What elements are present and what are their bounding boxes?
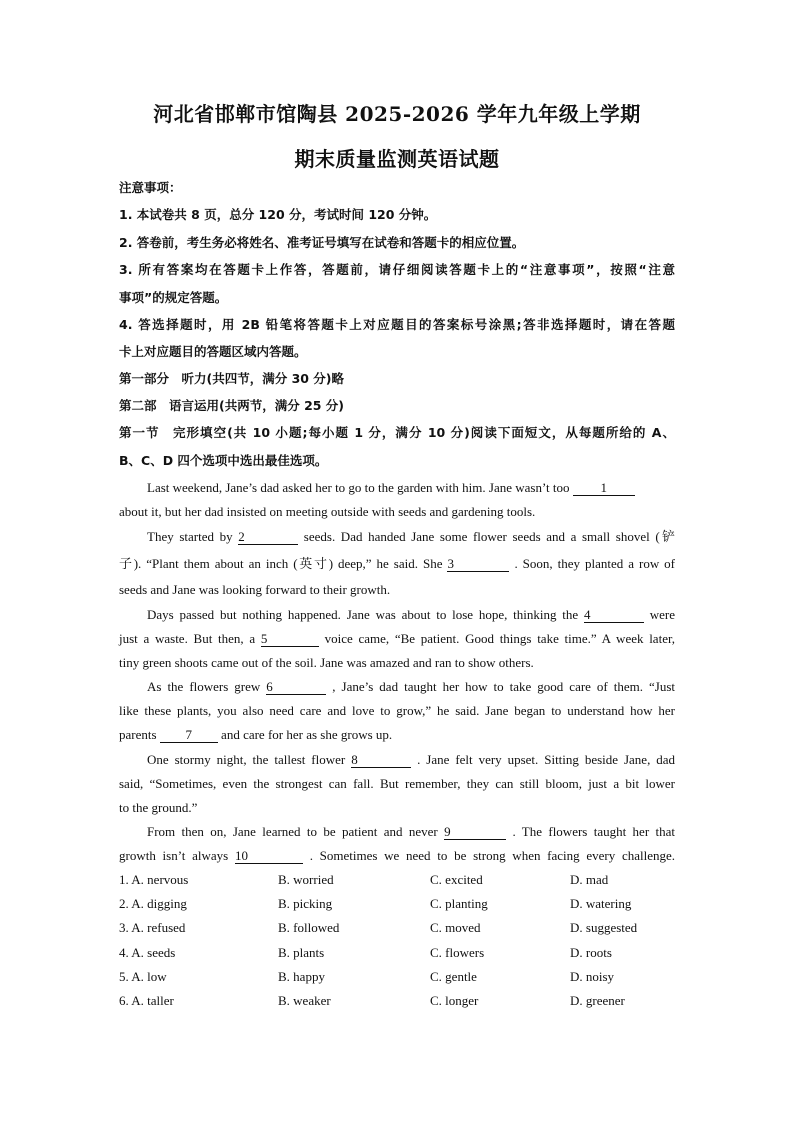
blank-1: 1 — [573, 481, 635, 496]
option-c: C. excited — [430, 872, 483, 887]
passage-text: about it, but her dad insisted on meeting outside with seeds and gardening tools. — [119, 504, 536, 519]
option-a: 6. A. taller — [119, 993, 174, 1008]
option-b: B. plants — [278, 945, 325, 960]
passage-text: Last weekend, Jane’s dad asked her to go to the garden with him. Jane wasn’t too — [147, 480, 570, 495]
option-a: 4. A. seeds — [119, 945, 176, 960]
option-c: C. flowers — [430, 945, 485, 960]
note-3-line2: 事项”的规定答题。 — [119, 290, 228, 305]
passage-text: said, “Sometimes, even the strongest can fall. But remember, they can still bloom, just a bit lower — [119, 776, 675, 791]
blank-2: 2 — [238, 530, 298, 545]
passage-text: to the ground.” — [119, 800, 198, 815]
option-d: D. watering — [570, 896, 632, 911]
passage-text: From then on, Jane learned to be patient and never — [147, 824, 438, 839]
passage-text: . Jane felt very upset. Sitting beside Jane, dad — [417, 752, 676, 767]
blank-3: 3 — [447, 557, 509, 572]
option-b: B. picking — [278, 896, 333, 911]
passage-text: Days passed but nothing happened. Jane was about to lose hope, thinking the — [147, 607, 579, 622]
option-d: D. mad — [570, 872, 609, 887]
option-b: B. followed — [278, 920, 340, 935]
passage-text: like these plants, you also need care and love to grow,” he said. Jane began to understand how her — [119, 703, 675, 718]
passage-text: and care for her as she grows up. — [221, 727, 393, 742]
section1-instruction-line2: B、C、D 四个选项中选出最佳选项。 — [119, 453, 328, 468]
passage-text: . The flowers taught her that — [512, 824, 675, 839]
option-b: B. weaker — [278, 993, 331, 1008]
option-d: D. noisy — [570, 969, 615, 984]
passage-text: . Sometimes we need to be strong when facing every challenge. — [309, 848, 676, 863]
option-c: C. planting — [430, 896, 488, 911]
exam-title-line1: 河北省邯郸市馆陶县 2025-2026 学年九年级上学期 — [153, 102, 641, 126]
note-4-line2: 卡上对应题目的答题区域内答题。 — [119, 344, 307, 359]
section1-instruction-line1: 第一节 完形填空(共 10 小题;每小题 1 分，满分 10 分)阅读下面短文，从每题所给的 A、 — [119, 425, 675, 440]
passage-line — [147, 824, 675, 840]
blank-9: 9 — [444, 825, 506, 840]
blank-5: 5 — [261, 632, 319, 647]
passage-line — [147, 679, 675, 695]
passage-line — [119, 556, 675, 572]
blank-7: 7 — [160, 728, 218, 743]
blank-10: 10 — [235, 849, 303, 864]
blank-8: 8 — [351, 753, 411, 768]
part1-heading: 第一部分 听力(共四节，满分 30 分)略 — [119, 371, 345, 386]
option-c: C. longer — [430, 993, 479, 1008]
passage-text: seeds. Dad handed Jane some flower seeds and a small shovel (铲 — [303, 529, 675, 544]
passage-text: growth isn’t always — [119, 848, 229, 863]
passage-line — [119, 848, 675, 864]
part2-heading: 第二部 语言运用(共两节，满分 25 分) — [119, 398, 345, 413]
passage-text: They started by — [147, 529, 233, 544]
note-1: 1. 本试卷共 8 页，总分 120 分，考试时间 120 分钟。 — [119, 207, 437, 222]
option-d: D. greener — [570, 993, 625, 1008]
passage-text: tiny green shoots came out of the soil. Jane was amazed and ran to show others. — [119, 655, 534, 670]
note-4-line1: 4. 答选择题时，用 2B 铅笔将答题卡上对应题目的答案标号涂黑;答非选择题时，请在答题 — [119, 317, 675, 332]
option-b: B. happy — [278, 969, 325, 984]
passage-text: . Soon, they planted a row of — [514, 556, 676, 571]
passage-text: just a waste. But then, a — [119, 631, 256, 646]
option-d: D. roots — [570, 945, 612, 960]
option-a: 3. A. refused — [119, 920, 186, 935]
option-a: 1. A. nervous — [119, 872, 189, 887]
passage-line — [147, 480, 675, 496]
blank-6: 6 — [266, 680, 326, 695]
passage-line — [147, 607, 675, 623]
notes-heading: 注意事项： — [119, 180, 182, 195]
passage-text: As the flowers grew — [147, 679, 261, 694]
passage-text: were — [649, 607, 676, 622]
exam-title-line2: 期末质量监测英语试题 — [294, 147, 500, 171]
option-a: 5. A. low — [119, 969, 167, 984]
passage-text: 子). “Plant them about an inch (英寸) deep,” he said. She — [119, 556, 443, 571]
option-a: 2. A. digging — [119, 896, 187, 911]
note-3-line1: 3. 所有答案均在答题卡上作答，答题前，请仔细阅读答题卡上的“注意事项”，按照“注意 — [119, 262, 675, 277]
passage-text: voice came, “Be patient. Good things take time.” A week later, — [324, 631, 676, 646]
note-2: 2. 答卷前，考生务必将姓名、准考证号填写在试卷和答题卡的相应位置。 — [119, 235, 525, 250]
passage-line — [119, 727, 675, 743]
option-c: C. gentle — [430, 969, 477, 984]
passage-line — [147, 752, 675, 768]
passage-text: , Jane’s dad taught her how to take good care of them. “Just — [332, 679, 675, 694]
passage-text: One stormy night, the tallest flower — [147, 752, 346, 767]
passage-text: seeds and Jane was looking forward to their growth. — [119, 582, 391, 597]
passage-text: parents — [119, 727, 157, 742]
passage-line — [147, 529, 675, 545]
passage-line — [119, 631, 675, 647]
option-c: C. moved — [430, 920, 481, 935]
blank-4: 4 — [584, 608, 644, 623]
option-b: B. worried — [278, 872, 334, 887]
option-d: D. suggested — [570, 920, 638, 935]
